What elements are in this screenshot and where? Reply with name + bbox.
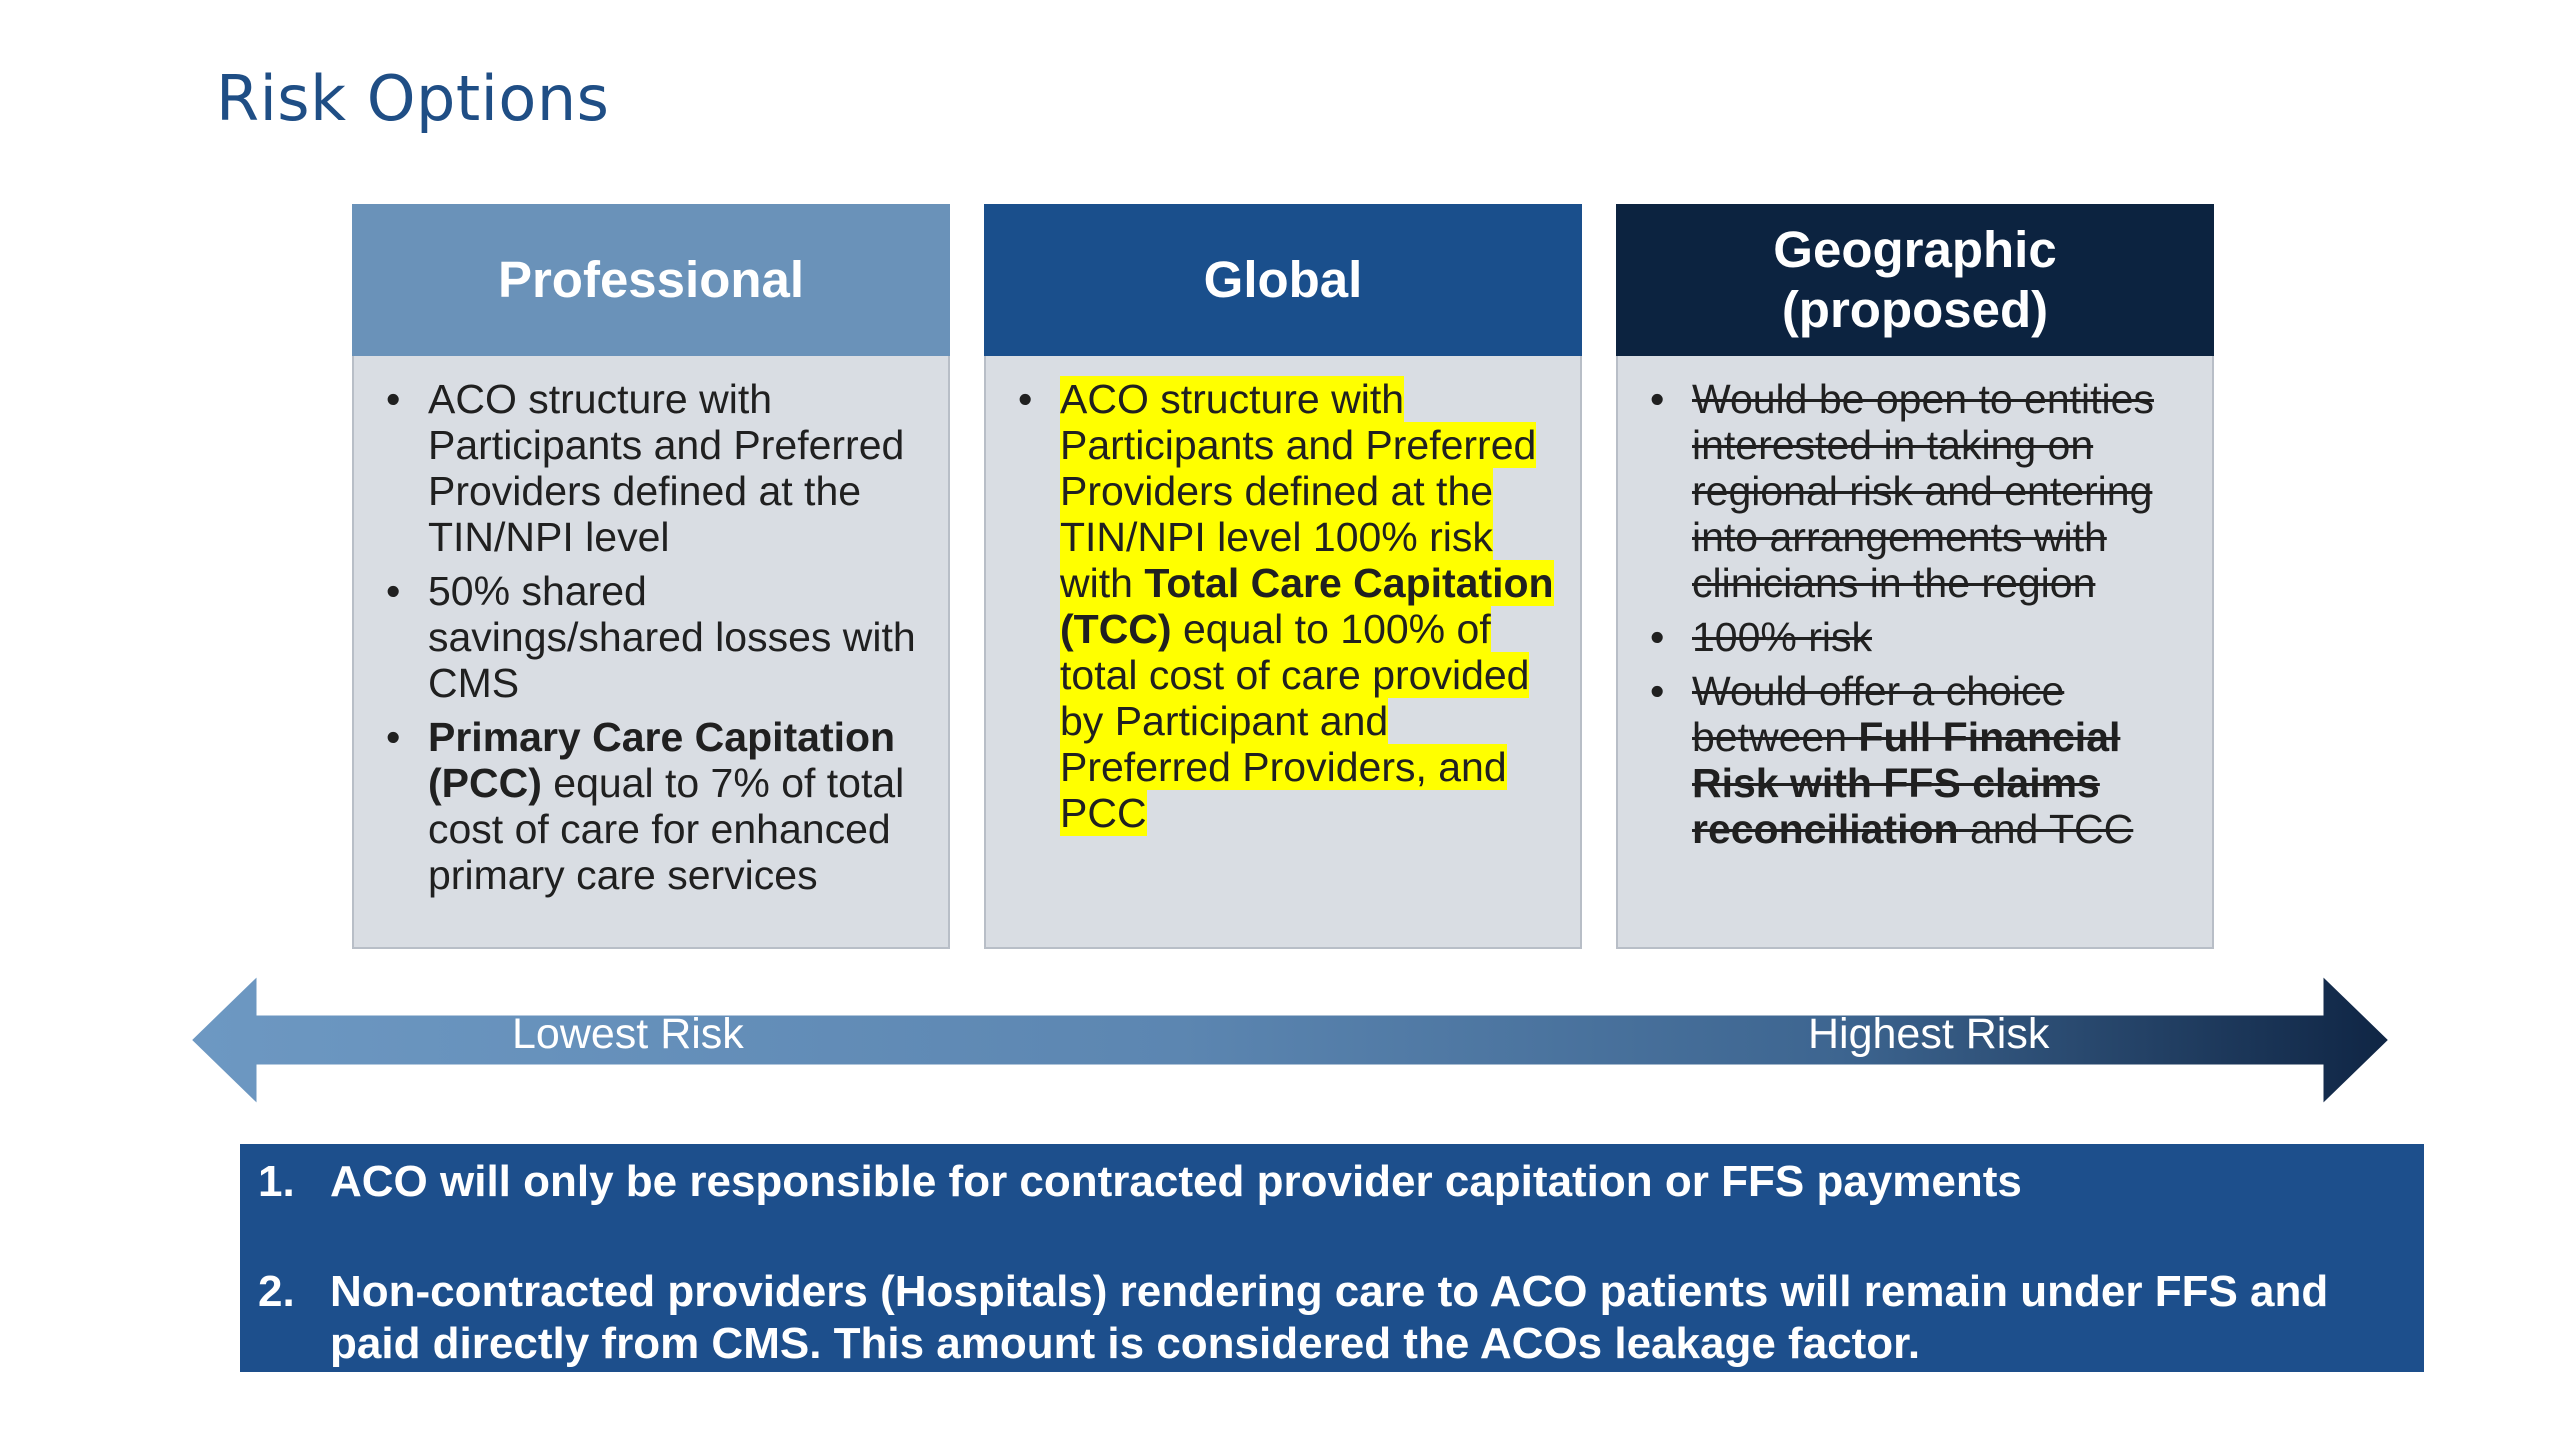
professional-body [352, 356, 950, 949]
geographic-bullet-1: • Would be open to entities interested in taking on regional risk and entering into arrangements with clinicians in the region [1638, 376, 2196, 606]
pcc-description: equal to 7% of total cost of care for enhanced primary care services [428, 760, 905, 898]
geographic-body [1616, 356, 2214, 949]
geographic-bullet-3-end: and TCC [1958, 806, 2134, 852]
professional-header [352, 204, 950, 356]
professional-bullet-2: • 50% shared savings/shared losses with CMS [374, 568, 932, 706]
professional-bullet-3 [374, 714, 932, 898]
global-highlight-1: ACO structure with Participants and Preferred Providers defined at the TIN/NPI level 100% risk with [1060, 376, 1537, 606]
global-bullet-1 [1006, 376, 1564, 836]
lowest-risk-label: Lowest Risk [512, 1010, 744, 1058]
global-header [984, 204, 1582, 356]
professional-bullet-1: • ACO structure with Participants and Preferred Providers defined at the TIN/NPI level [374, 376, 932, 560]
notes-box [240, 1144, 2424, 1372]
note-text: Non-contracted providers (Hospitals) rendering care to ACO patients will remain under FFS and paid directly from CMS. This amount is considered the ACOs leakage factor. [330, 1267, 2329, 1368]
geographic-bullet-2: • 100% risk [1638, 614, 2196, 660]
global-column [984, 204, 1582, 949]
geographic-header-line1: Geographic [1773, 221, 2057, 278]
global-header-label: Global [1203, 251, 1363, 308]
geographic-column [1616, 204, 2214, 949]
professional-header-label: Professional [497, 251, 805, 308]
note-item [258, 1266, 2400, 1370]
pcc-term: Primary Care Capitation (PCC) [428, 714, 896, 806]
global-highlight-2: equal to 100% of total cost of care provided by Participant and Preferred Providers, and PCC [1060, 606, 1530, 836]
page-title: Risk Options [216, 62, 610, 135]
geographic-bullet-3-start: Would offer a choice between [1692, 668, 2065, 760]
note-item [258, 1156, 2400, 1208]
tcc-term: Total Care Capitation (TCC) [1060, 560, 1554, 652]
geographic-bullet-3 [1638, 668, 2196, 852]
highest-risk-label: Highest Risk [1808, 1010, 2050, 1058]
full-financial-risk-term: Full Financial Risk with FFS claims reconciliation [1692, 714, 2121, 852]
note-number: 1. [258, 1157, 295, 1206]
global-body [984, 356, 1582, 949]
geographic-header [1616, 204, 2214, 356]
note-number: 2. [258, 1267, 295, 1316]
professional-column [352, 204, 950, 949]
geographic-header-line2: (proposed) [1781, 281, 2049, 338]
note-text: ACO will only be responsible for contracted provider capitation or FFS payments [330, 1157, 2022, 1206]
